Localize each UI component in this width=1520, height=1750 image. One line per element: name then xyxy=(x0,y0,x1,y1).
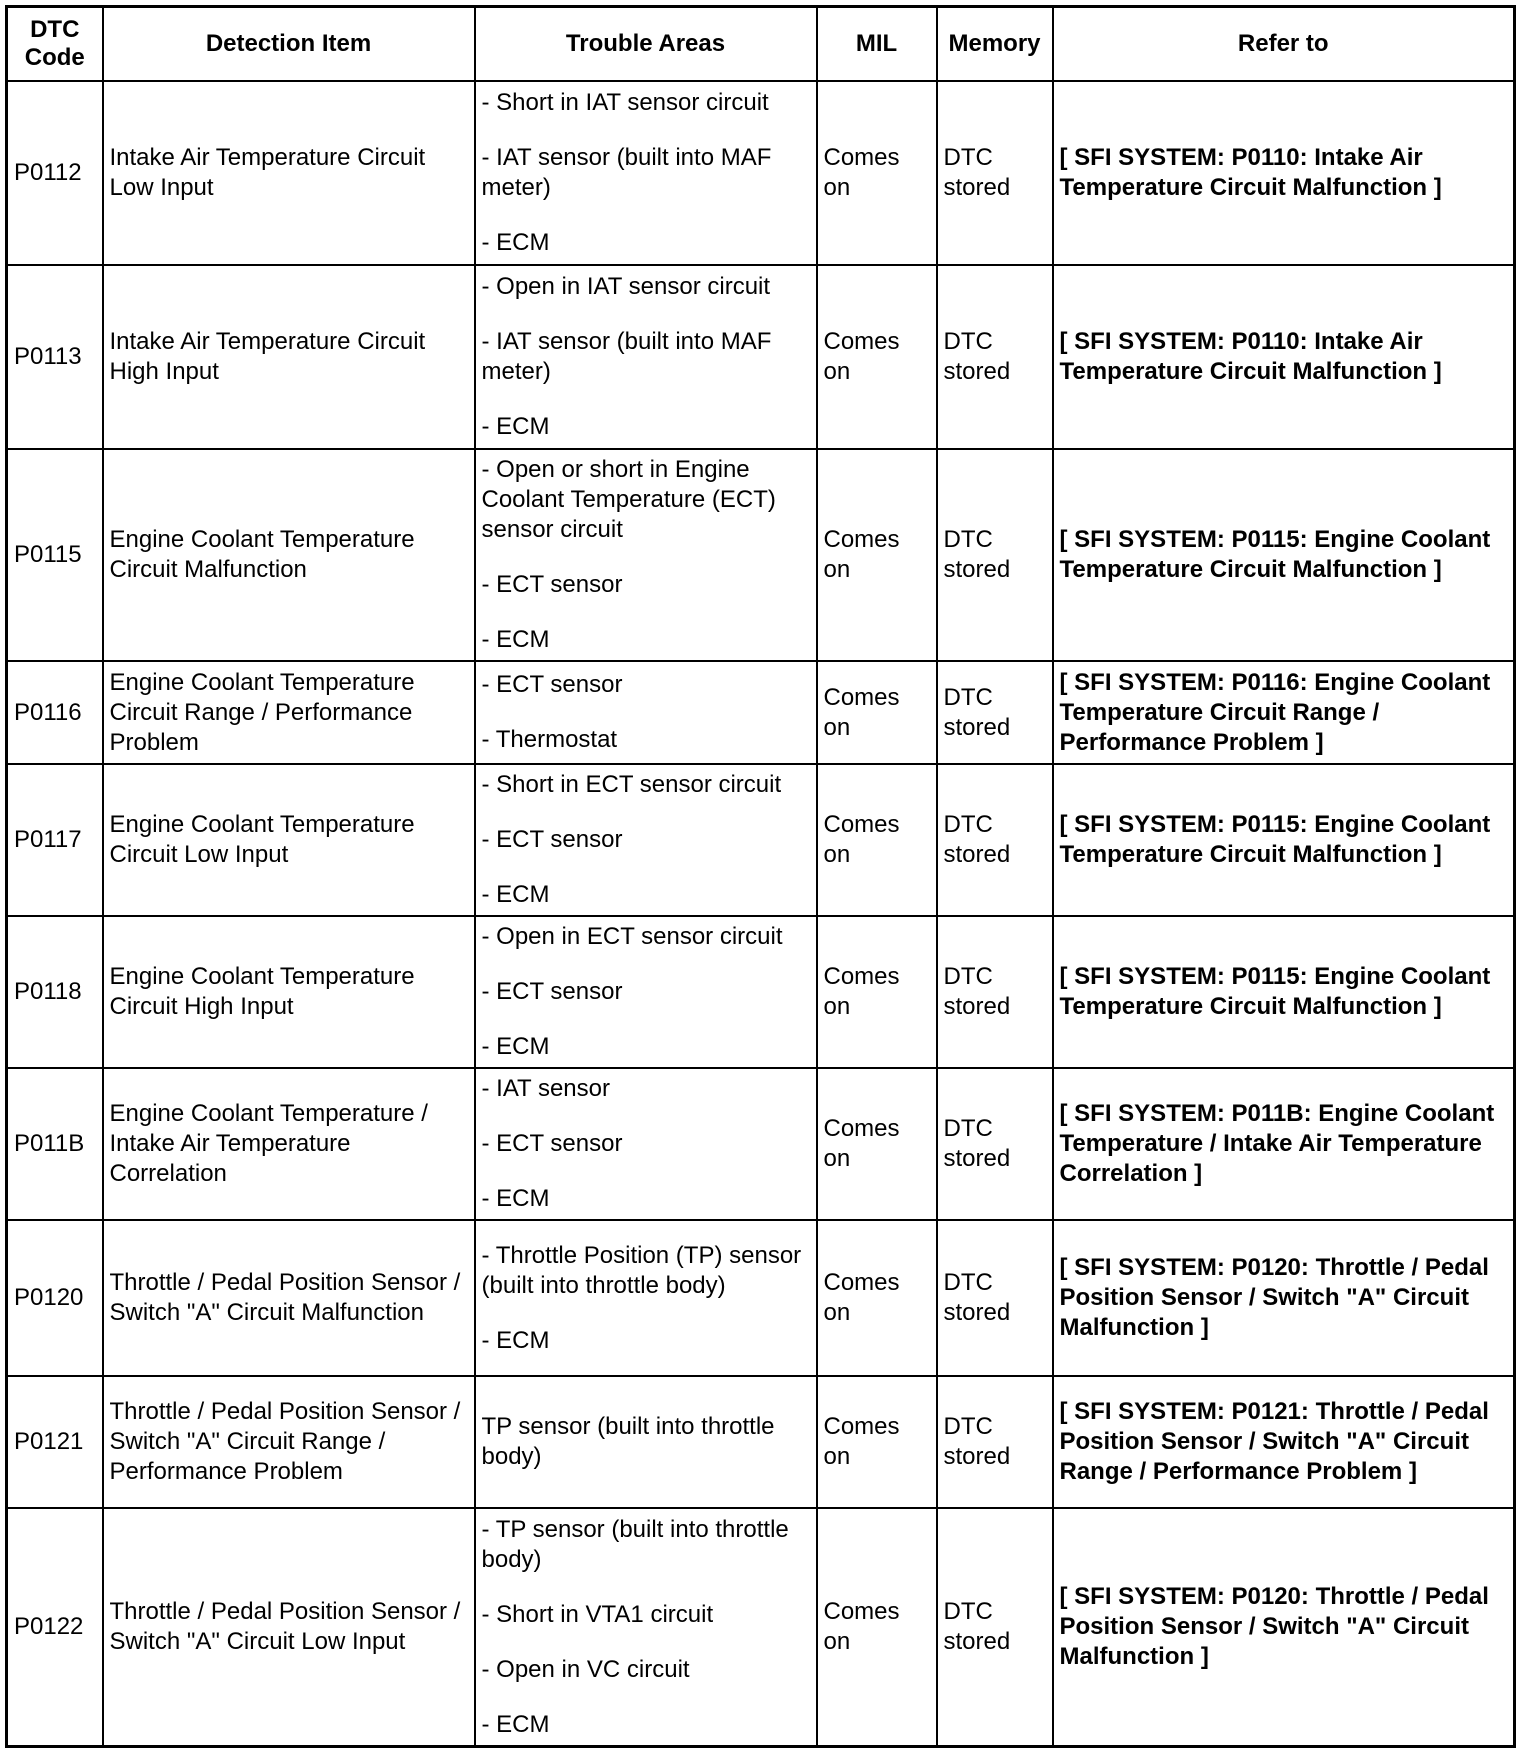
trouble-item: - ECT sensor xyxy=(481,826,623,853)
refer-link[interactable]: [ SFI SYSTEM: P0115: Engine Coolant Temperature Circuit Malfunction ] xyxy=(1053,764,1515,916)
dtc-code-cell: P0116 xyxy=(7,661,103,764)
trouble-list xyxy=(482,1511,810,1744)
header-mil: MIL xyxy=(817,7,937,82)
trouble-item: - ECM xyxy=(481,1033,550,1060)
trouble-areas-cell xyxy=(475,1068,817,1220)
trouble-item: - Throttle Position (TP) sensor (built into throttle body) xyxy=(481,1241,802,1299)
trouble-item: - Open in VC circuit xyxy=(481,1655,690,1683)
table-row xyxy=(7,265,1515,449)
header-trouble-areas: Trouble Areas xyxy=(475,7,817,82)
trouble-item: - Short in IAT sensor circuit xyxy=(481,89,769,116)
trouble-item: - Short in ECT sensor circuit xyxy=(481,771,782,798)
detection-item-cell: Intake Air Temperature Circuit High Input xyxy=(103,265,475,449)
trouble-list xyxy=(482,918,810,1066)
memory-cell: DTC stored xyxy=(937,1508,1053,1747)
trouble-areas-cell xyxy=(475,661,817,764)
detection-item-cell: Throttle / Pedal Position Sensor / Switch "A" Circuit Range / Performance Problem xyxy=(103,1376,475,1508)
trouble-item: - IAT sensor (built into MAF meter) xyxy=(481,328,772,385)
table-row xyxy=(7,661,1515,764)
dtc-code-cell: P0112 xyxy=(7,81,103,265)
refer-link[interactable]: [ SFI SYSTEM: P0115: Engine Coolant Temperature Circuit Malfunction ] xyxy=(1053,916,1515,1068)
memory-cell: DTC stored xyxy=(937,1068,1053,1220)
detection-item-cell: Throttle / Pedal Position Sensor / Switch "A" Circuit Malfunction xyxy=(103,1220,475,1376)
trouble-list xyxy=(482,666,810,759)
trouble-item: - ECM xyxy=(481,1326,550,1354)
mil-cell: Comes on xyxy=(817,916,937,1068)
memory-cell: DTC stored xyxy=(937,81,1053,265)
dtc-code-cell: P0117 xyxy=(7,764,103,916)
mil-cell: Comes on xyxy=(817,81,937,265)
table-row xyxy=(7,449,1515,661)
refer-link[interactable]: [ SFI SYSTEM: P0116: Engine Coolant Temperature Circuit Range / Performance Problem ] xyxy=(1053,661,1515,764)
table-row xyxy=(7,1376,1515,1508)
trouble-item: - IAT sensor (built into MAF meter) xyxy=(481,144,772,201)
trouble-item: - Open or short in Engine Coolant Temperature (ECT) sensor circuit xyxy=(481,456,776,543)
mil-cell: Comes on xyxy=(817,1376,937,1508)
trouble-item: - ECT sensor xyxy=(481,571,623,598)
memory-cell: DTC stored xyxy=(937,265,1053,449)
dtc-code-cell: P0115 xyxy=(7,449,103,661)
trouble-list xyxy=(482,1237,810,1360)
trouble-list xyxy=(482,1070,810,1218)
detection-item-cell: Intake Air Temperature Circuit Low Input xyxy=(103,81,475,265)
detection-item-cell: Throttle / Pedal Position Sensor / Switch "A" Circuit Low Input xyxy=(103,1508,475,1747)
trouble-item: - TP sensor (built into throttle body) xyxy=(481,1515,789,1573)
dtc-code-cell: P0113 xyxy=(7,265,103,449)
trouble-item: - ECM xyxy=(481,1710,550,1738)
table-row xyxy=(7,764,1515,916)
trouble-item: - ECM xyxy=(481,1185,550,1212)
trouble-areas-cell xyxy=(475,81,817,265)
header-dtc-code: DTC Code xyxy=(7,7,103,82)
dtc-code-cell: P011B xyxy=(7,1068,103,1220)
trouble-list xyxy=(482,1408,810,1476)
trouble-item: TP sensor (built into throttle body) xyxy=(481,1413,775,1470)
mil-cell: Comes on xyxy=(817,1220,937,1376)
memory-cell: DTC stored xyxy=(937,916,1053,1068)
memory-cell: DTC stored xyxy=(937,661,1053,764)
memory-cell: DTC stored xyxy=(937,1220,1053,1376)
mil-cell: Comes on xyxy=(817,1068,937,1220)
refer-link[interactable]: [ SFI SYSTEM: P0120: Throttle / Pedal Position Sensor / Switch "A" Circuit Malfunction ] xyxy=(1053,1508,1515,1747)
trouble-item: - ECM xyxy=(481,881,550,908)
trouble-areas-cell xyxy=(475,449,817,661)
detection-item-cell: Engine Coolant Temperature / Intake Air Temperature Correlation xyxy=(103,1068,475,1220)
dtc-code-cell: P0118 xyxy=(7,916,103,1068)
detection-item-cell: Engine Coolant Temperature Circuit Low Input xyxy=(103,764,475,916)
header-row xyxy=(7,7,1515,82)
table-row xyxy=(7,1068,1515,1220)
trouble-item: - ECM xyxy=(481,229,550,256)
mil-cell: Comes on xyxy=(817,265,937,449)
mil-cell: Comes on xyxy=(817,764,937,916)
detection-item-cell: Engine Coolant Temperature Circuit Malfunction xyxy=(103,449,475,661)
trouble-list xyxy=(482,766,810,914)
header-detection-item: Detection Item xyxy=(103,7,475,82)
memory-cell: DTC stored xyxy=(937,1376,1053,1508)
dtc-sheet xyxy=(5,5,1513,1748)
trouble-list xyxy=(482,84,810,262)
trouble-item: - IAT sensor xyxy=(481,1075,610,1102)
table-row xyxy=(7,81,1515,265)
trouble-item: - Thermostat xyxy=(481,726,618,753)
table-row xyxy=(7,1220,1515,1376)
mil-cell: Comes on xyxy=(817,1508,937,1747)
trouble-areas-cell xyxy=(475,1508,817,1747)
mil-cell: Comes on xyxy=(817,661,937,764)
trouble-areas-cell xyxy=(475,265,817,449)
detection-item-cell: Engine Coolant Temperature Circuit High Input xyxy=(103,916,475,1068)
refer-link[interactable]: [ SFI SYSTEM: P0120: Throttle / Pedal Position Sensor / Switch "A" Circuit Malfunction ] xyxy=(1053,1220,1515,1376)
trouble-item: - ECT sensor xyxy=(481,671,623,698)
dtc-code-cell: P0122 xyxy=(7,1508,103,1747)
trouble-areas-cell xyxy=(475,1220,817,1376)
memory-cell: DTC stored xyxy=(937,449,1053,661)
trouble-item: - ECM xyxy=(481,413,550,440)
header-memory: Memory xyxy=(937,7,1053,82)
trouble-item: - ECT sensor xyxy=(481,1130,623,1157)
trouble-areas-cell xyxy=(475,1376,817,1508)
mil-cell: Comes on xyxy=(817,449,937,661)
dtc-table xyxy=(5,5,1516,1748)
table-row xyxy=(7,1508,1515,1747)
table-row xyxy=(7,916,1515,1068)
trouble-list xyxy=(482,451,810,659)
dtc-code-cell: P0121 xyxy=(7,1376,103,1508)
dtc-code-cell: P0120 xyxy=(7,1220,103,1376)
trouble-list xyxy=(482,268,810,446)
trouble-item: - Open in ECT sensor circuit xyxy=(481,923,783,950)
trouble-item: - Open in IAT sensor circuit xyxy=(481,273,771,300)
refer-link[interactable]: [ SFI SYSTEM: P0110: Intake Air Temperature Circuit Malfunction ] xyxy=(1053,81,1515,265)
detection-item-cell: Engine Coolant Temperature Circuit Range / Performance Problem xyxy=(103,661,475,764)
refer-link[interactable]: [ SFI SYSTEM: P0110: Intake Air Temperature Circuit Malfunction ] xyxy=(1053,265,1515,449)
memory-cell: DTC stored xyxy=(937,764,1053,916)
trouble-areas-cell xyxy=(475,764,817,916)
refer-link[interactable]: [ SFI SYSTEM: P0121: Throttle / Pedal Position Sensor / Switch "A" Circuit Range / Performance Problem ] xyxy=(1053,1376,1515,1508)
refer-link[interactable]: [ SFI SYSTEM: P0115: Engine Coolant Temperature Circuit Malfunction ] xyxy=(1053,449,1515,661)
trouble-item: - ECT sensor xyxy=(481,978,623,1005)
trouble-areas-cell xyxy=(475,916,817,1068)
header-refer-to: Refer to xyxy=(1053,7,1515,82)
refer-link[interactable]: [ SFI SYSTEM: P011B: Engine Coolant Temperature / Intake Air Temperature Correlation ] xyxy=(1053,1068,1515,1220)
trouble-item: - ECM xyxy=(481,626,550,653)
trouble-item: - Short in VTA1 circuit xyxy=(481,1600,714,1628)
